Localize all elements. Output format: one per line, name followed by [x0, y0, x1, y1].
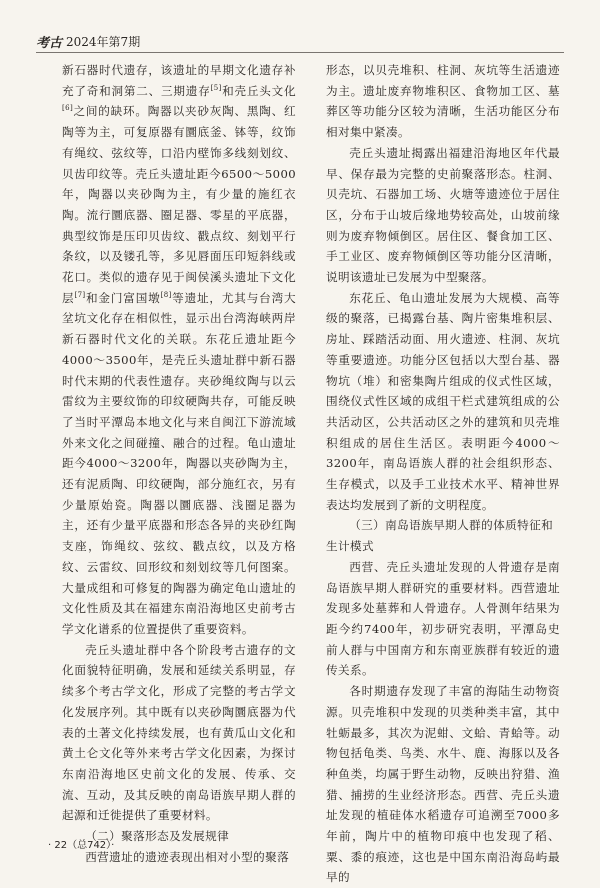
paragraph: 西营遗址的遗迹表现出相对小型的聚落 [85, 849, 290, 864]
footnote-ref[interactable]: [7] [74, 290, 86, 299]
paragraph: 西营、壳丘头遗址发现的人骨遗存是南岛语族早期人群研究的重要材料。西营遗址发现多处墓葬和人骨遗存。人骨测年结果为距今约7400年，初步研究表明，平潭岛史前人群与中国南方和东南亚族群有较近的遗传关系。 [326, 559, 560, 678]
paragraph: 壳丘头遗址揭露出福建沿海地区年代最早、保存最为完整的史前聚落形态。柱洞、贝壳坑、石器加工场、火塘等遗迹位于居住区，分布于山坡后缘地势较高处，山坡前缘则为废弃物倾倒区。居住区、餐食加工区、手工业区、废弃物倾倒区等功能分区清晰，说明该遗址已发展为中型聚落。 [326, 145, 560, 285]
section-heading: （二）聚落形态及发展规律 [85, 829, 230, 844]
footnote-ref[interactable]: [6] [62, 104, 74, 113]
right-column [326, 60, 560, 885]
paragraph: 东花丘、龟山遗址发展为大规模、高等级的聚落，已揭露台基、陶片密集堆积层、房址、踩踏活动面、用火遗迹、柱洞、灰坑等重要遗迹。功能分区包括以大型台基、器物坑（堆）和密集陶片组成的仪式性区域，围绕仪式性区域的成组干栏式建筑组成的公共活动区，公共活动区之外的建筑和贝壳堆积组成的居住生活区。表明距今4000～3200年，南岛语族人群的社会组织形态、生存模式，以及手工业技术水平、精神世界表达均发展到了新的文明程度。 [326, 290, 560, 512]
journal-logo: 考古 [36, 35, 63, 51]
paragraph: 各时期遗存发现了丰富的海陆生动物资源。贝壳堆积中发现的贝类种类丰富，其中牡蛎最多，其次为泥蚶、文蛤、青蛤等。动物包括龟类、鸟类、水牛、鹿、海豚以及各种鱼类，均属于野生动物，反映出狩猎、渔猎、捕捞的生业经济形态。西营、壳丘头遗址发现的植硅体水稻遗存可追溯至7000多年前，陶片中的植物印痕中也发现了稻、粟、黍的痕迹，这也是中国东南沿海岛屿最早的 [326, 684, 560, 885]
page-number: · 22（总742）· [48, 840, 115, 851]
paragraph: 形态，以贝壳堆积、柱洞、灰坑等生活遗迹为主。遗址废弃物堆积区、食物加工区、墓葬区等功能分区较为清晰，生活功能区分布相对集中紧凑。 [326, 63, 560, 140]
section-heading: （三）南岛语族早期人群的体质特征和生计模式 [326, 518, 554, 554]
paragraph: 新石器时代遗存，该遗址的早期文化遗存补充了奇和洞第二、三期遗存[5]和壳丘头文化[6]之间的缺环。陶器以夹砂灰陶、黑陶、红陶等为主，可复原器有圜底釜、钵等，纹饰有绳纹、弦纹等，口沿内壁饰多线刻划纹、贝齿印纹等。壳丘头遗址距今6500～5000年，陶器以夹砂陶为主，有少量的施红衣陶。流行圜底器、圈足器、零星的平底器，典型纹饰是压印贝齿纹、戳点纹、刻划平行条纹，以及镂孔等，多见唇面压印短斜线或花口。类似的遗存见于闽侯溪头遗址下文化层[7]和金门富国墩[8]等遗址，尤其与台湾大坌坑文化存在相似性，显示出台湾海峡两岸新石器时代文化的关联。东花丘遗址距今4000～3500年，是壳丘头遗址群中新石器时代末期的代表性遗存。夹砂绳纹陶与以云雷纹为主要纹饰的印纹硬陶共存，可能反映了当时平潭岛本地文化与来自闽江下游流域外来文化之间碰撞、融合的过程。龟山遗址距今4000～3200年，陶器以夹砂陶为主，还有泥质陶、印纹硬陶，部分施红衣，另有少量原始瓷。陶器以圜底器、浅圈足器为主，还有少量平底器和形态各异的夹砂红陶支座，饰绳纹、弦纹、戳点纹，以及方格纹、云雷纹、回形纹和刻划纹等几何图案。大量成组和可修复的陶器为确定龟山遗址的文化性质及其在福建东南沿海地区史前考古学文化谱系的位置提供了重要资料。 [62, 63, 296, 636]
issue-label: 2024年第7期 [66, 34, 141, 49]
footnote-ref[interactable]: [8] [160, 290, 172, 299]
page-header [36, 30, 564, 53]
footnote-ref[interactable]: [5] [210, 83, 222, 92]
paragraph: 壳丘头遗址群中各个阶段考古遗存的文化面貌特征明确，发展和延续关系明显，存续多个考古学文化，形成了完整的考古学文化发展序列。其中既有以夹砂陶圜底器为代表的土著文化持续发展，也有黄瓜山文化和黄土仑文化等外来考古学文化因素，为探讨东南沿海地区史前文化的发展、传承、交流、互动，及其反映的南岛语族早期人群的起源和迁徙提供了重要材料。 [62, 642, 296, 823]
